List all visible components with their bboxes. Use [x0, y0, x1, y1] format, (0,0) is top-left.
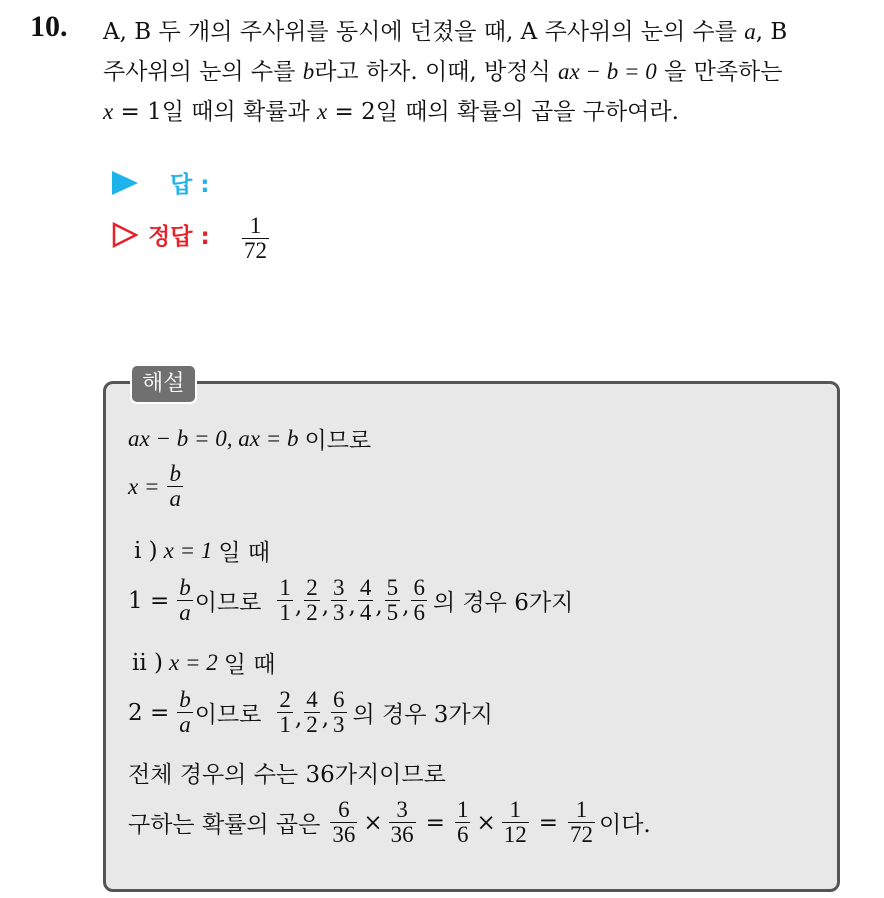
- fraction-numerator: 4: [306, 687, 318, 712]
- fraction-item: [385, 576, 401, 625]
- q3-post: = 2일 때의 확률의 곱을 구하여라.: [327, 99, 679, 125]
- times-operator: ×: [476, 809, 496, 836]
- solution-text-4: 이므로: [194, 590, 262, 617]
- case-eq: x = 2: [169, 649, 218, 675]
- fraction-denominator: 1: [279, 712, 291, 738]
- fraction-numerator: b: [169, 461, 181, 486]
- lhs-2: 2 =: [128, 699, 170, 726]
- fraction-item: [277, 576, 293, 625]
- fraction-numerator: 6: [333, 687, 345, 712]
- solution-line-6: [128, 688, 493, 737]
- fraction-numerator: 1: [575, 797, 588, 822]
- fraction-numerator: 6: [413, 575, 425, 600]
- solution-line-5: [132, 646, 275, 679]
- fraction-item: [358, 576, 374, 625]
- fraction-item: [411, 576, 427, 625]
- answer-label: 답 :: [170, 172, 210, 198]
- case-text: 일 때: [223, 652, 276, 678]
- fraction-denominator: a: [179, 600, 191, 626]
- case-marker-i: i ): [134, 537, 158, 564]
- equation: ax − b = 0: [558, 59, 657, 84]
- fraction-denominator: 5: [386, 600, 399, 626]
- fraction-numerator: 1: [249, 213, 262, 238]
- fraction-denominator: 36: [332, 822, 356, 848]
- correct-answer-label: 정답 :: [148, 224, 210, 250]
- q1-post: , B: [755, 19, 788, 45]
- fraction-denominator: 12: [503, 822, 527, 848]
- fraction-1-72: [568, 798, 595, 847]
- fraction-denominator: 4: [359, 600, 372, 626]
- q3-mid: = 1일 때의 확률과: [113, 99, 317, 125]
- fraction-numerator: 3: [333, 575, 345, 600]
- solution-text-1: 이므로: [304, 428, 372, 454]
- solution-line-4: [128, 576, 573, 625]
- fraction-1-12: [502, 798, 529, 847]
- fraction-denominator: 2: [306, 712, 318, 738]
- var-a: a: [744, 19, 756, 44]
- var-x-1: x: [103, 99, 114, 124]
- solution-tail-6: 의 경우 3가지: [352, 702, 493, 729]
- q2-post: 을 만족하는: [656, 59, 783, 85]
- q1-pre: A, B 두 개의 주사위를 동시에 던졌을 때, A 주사위의 눈의 수를: [103, 19, 745, 45]
- fraction-numerator: 4: [359, 575, 372, 600]
- fraction-numerator: 5: [386, 575, 399, 600]
- solution-eq-1: ax − b = 0, ax = b: [128, 425, 299, 451]
- case-eq: x = 1: [163, 537, 213, 563]
- solution-text-7: 전체 경우의 수는 36가지이므로: [128, 762, 446, 788]
- fraction-denominator: 6: [456, 822, 469, 848]
- fraction-numerator: b: [179, 575, 191, 600]
- fraction-denominator: a: [179, 712, 191, 738]
- fraction-6-36: [330, 798, 357, 847]
- fraction-numerator: b: [179, 687, 191, 712]
- fraction-denominator: 72: [244, 238, 267, 264]
- fraction-numerator: 6: [338, 797, 350, 822]
- comma: ,: [402, 593, 410, 620]
- times-operator: ×: [363, 809, 383, 836]
- fraction-item: [304, 688, 320, 737]
- correct-answer-row: [112, 218, 210, 251]
- var-b: b: [302, 59, 315, 84]
- fraction-numerator: 1: [279, 575, 291, 600]
- correct-answer-fraction: [242, 214, 269, 263]
- fraction-denominator: 1: [279, 600, 291, 626]
- solution-line-8: [128, 798, 651, 847]
- fraction-denominator: 72: [570, 822, 593, 848]
- solution-tag: 해설: [130, 364, 197, 404]
- lhs-1: 1 =: [128, 587, 170, 614]
- fraction-item: [331, 576, 347, 625]
- fraction-list: [275, 688, 348, 737]
- q2-pre: 주사위의 눈의 수를: [103, 59, 303, 85]
- solution-line-1: [128, 422, 371, 455]
- case-text: 일 때: [218, 540, 271, 566]
- solution-tail-4: 의 경우 6가지: [432, 590, 574, 617]
- fraction-numerator: 2: [279, 687, 291, 712]
- solution-text-6: 이므로: [194, 702, 262, 729]
- fraction-item: [304, 576, 320, 625]
- fraction-numerator: 1: [509, 797, 521, 822]
- fraction-item: [277, 688, 293, 737]
- q2-mid: 라고 하자. 이때, 방정식: [314, 59, 559, 85]
- fraction-denominator: 3: [333, 712, 345, 738]
- question-number: 10.: [30, 10, 68, 43]
- var-x-2: x: [317, 99, 328, 124]
- fraction-b-over-a: [167, 462, 183, 511]
- solution-line-7: [128, 756, 446, 789]
- comma: ,: [375, 593, 383, 620]
- fraction-3-36: [389, 798, 416, 847]
- question-line-3: [103, 92, 873, 132]
- solution-line-3: [134, 534, 270, 567]
- equals-operator: =: [538, 809, 558, 836]
- solution-line-2: [128, 462, 185, 511]
- fraction-b-over-a: [177, 576, 193, 625]
- question-line-1: [103, 12, 873, 52]
- fraction-denominator: 2: [306, 600, 318, 626]
- comma: ,: [321, 593, 329, 620]
- fraction-numerator: 3: [396, 797, 408, 822]
- case-marker-ii: ii ): [132, 649, 163, 676]
- comma: ,: [321, 705, 329, 732]
- fraction-1-6: [455, 798, 471, 847]
- equals-operator: =: [425, 809, 445, 836]
- comma: ,: [294, 593, 303, 620]
- outline-triangle-icon: [112, 222, 138, 248]
- comma: ,: [294, 705, 303, 732]
- comma: ,: [348, 593, 356, 620]
- fraction-numerator: 2: [306, 575, 318, 600]
- fraction-item: [331, 688, 347, 737]
- solution-end-text: 이다.: [599, 812, 651, 839]
- fraction-denominator: 6: [413, 600, 425, 626]
- question-line-2: [103, 52, 873, 92]
- fraction-denominator: 36: [390, 822, 414, 848]
- fraction-denominator: 3: [333, 600, 345, 626]
- fraction-b-over-a: [177, 688, 193, 737]
- fraction-denominator: a: [169, 486, 181, 512]
- lhs-x: x =: [128, 473, 160, 499]
- play-triangle-icon: [112, 171, 138, 195]
- question-text: [103, 12, 873, 132]
- fraction-numerator: 1: [456, 797, 469, 822]
- answer-row: [112, 166, 209, 199]
- solution-text-8: 구하는 확률의 곱은: [128, 812, 321, 839]
- fraction-list: [275, 576, 429, 625]
